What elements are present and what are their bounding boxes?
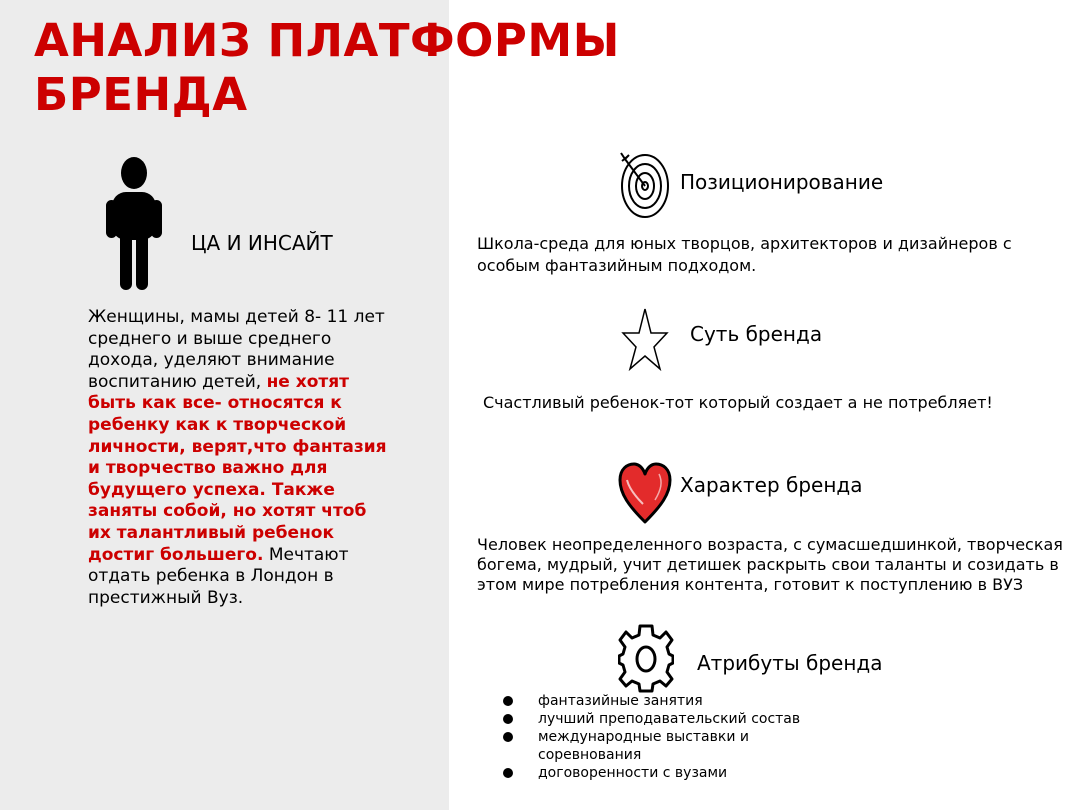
- character-text: Человек неопределенного возраста, с сумасшедшинкой, творческая богема, мудрый, учит детишек раскрыть свои таланты и созидать в этом мире потребления контента, готовит к поступлению в ВУЗ: [477, 535, 1063, 594]
- bullet-icon: [503, 732, 513, 742]
- person-icon: [104, 156, 164, 292]
- list-item-text: фантазийные занятия: [538, 693, 703, 709]
- bullet-icon: [503, 696, 513, 706]
- audience-label: ЦА И ИНСАЙТ: [191, 231, 333, 255]
- essence-text: Счастливый ребенок-тот который создает а не потребляет!: [483, 393, 993, 412]
- positioning-text: Школа-среда для юных творцов, архитекторов и дизайнеров с особым фантазийным подходом.: [477, 234, 1012, 275]
- page-title: АНАЛИЗ ПЛАТФОРМЫ БРЕНДА: [34, 14, 620, 121]
- list-item: [502, 728, 842, 764]
- audience-text-outro: Мечтают отдать ребенка в Лондон в престижный Вуз.: [88, 544, 349, 608]
- audience-text: [88, 307, 393, 609]
- gear-icon: [618, 623, 674, 693]
- bullet-icon: [503, 714, 513, 724]
- list-item-text: лучший преподавательский состав: [538, 711, 801, 727]
- attributes-title: Атрибуты бренда: [697, 651, 883, 675]
- bullet-icon: [503, 768, 513, 778]
- positioning-title: Позиционирование: [680, 170, 884, 194]
- target-icon: [618, 151, 672, 219]
- audience-text-intro: Женщины, мамы детей 8- 11 лет среднего и выше среднего дохода, уделяют внимание воспитанию детей,: [88, 307, 385, 392]
- attributes-list: [502, 692, 842, 782]
- list-item: [502, 764, 842, 782]
- audience-text-highlight: не хотят быть как все- относятся к ребенку как к творческой личности, верят,что фантазия и творчество важно для будущего успеха. Также заняты собой, но хотят чтоб их талантливый ребенок достиг большего.: [88, 371, 387, 565]
- list-item: [502, 710, 842, 728]
- star-icon: [620, 307, 670, 371]
- character-title: Характер бренда: [680, 473, 863, 497]
- heart-icon: [617, 460, 673, 528]
- list-item: [502, 692, 842, 710]
- list-item-text: международные выставки и соревнования: [538, 729, 749, 763]
- essence-title: Суть бренда: [690, 322, 823, 346]
- list-item-text: договоренности с вузами: [538, 765, 728, 781]
